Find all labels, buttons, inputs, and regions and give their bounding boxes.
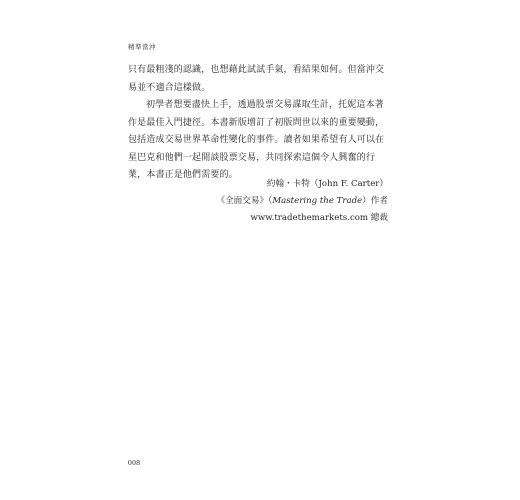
page-number: 008 xyxy=(128,458,141,467)
author-book-credit xyxy=(216,193,388,210)
running-header: 精準當沖 xyxy=(128,43,156,51)
author-name: 約翰・卡特（John F. Carter） xyxy=(266,179,388,189)
book-title-english: Mastering the Trade xyxy=(272,196,363,206)
body-text xyxy=(128,62,390,185)
signature-block xyxy=(216,176,388,227)
book-title-suffix: ）作者 xyxy=(362,196,388,206)
author-affiliation: www.tradethemarkets.com 總裁 xyxy=(250,213,388,223)
book-title-prefix: 《全面交易》（ xyxy=(216,196,273,206)
paragraph-1: 只有最粗淺的認識，也想藉此試試手氣，看結果如何。但當沖交易並不適合這樣做。 xyxy=(128,65,385,93)
paragraph-2: 初學者想要盡快上手，透過股票交易謀取生計，托妮這本著作是最佳入門捷徑。本書新版增訂了初版問世以來的重要變動，包括造成交易世界革命性變化的事件。讀者如果希望有人可以在星巴克和他們一起閒談股票交易，共同探索這個令人興奮的行業，本書正是他們需要的。 xyxy=(128,100,385,180)
